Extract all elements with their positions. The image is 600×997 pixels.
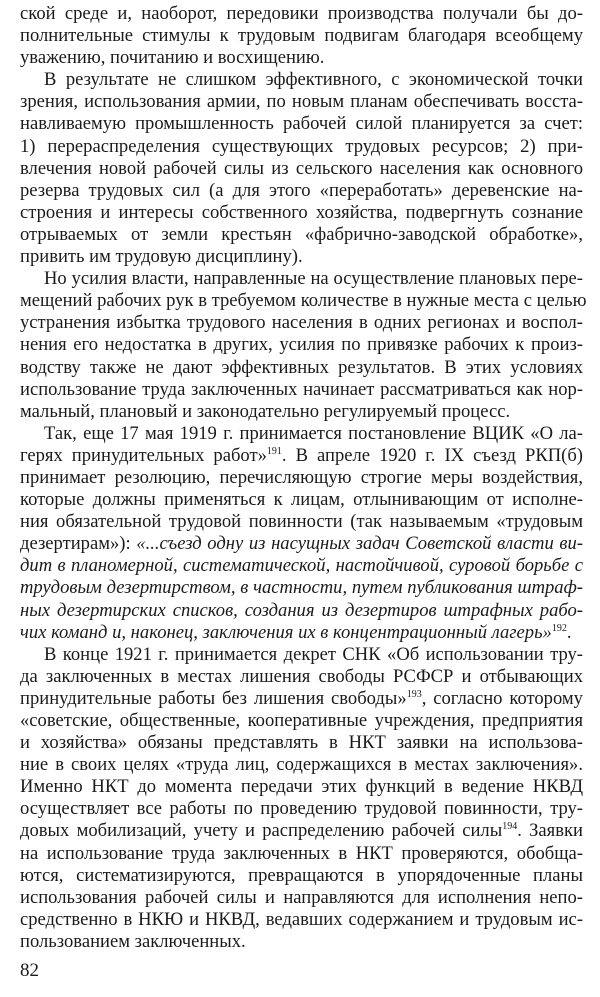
text-segment: . bbox=[566, 621, 572, 643]
quote-italic: трудовым дезертирством, в частности, путем публикования штраф- bbox=[20, 577, 583, 599]
footnote-ref-192[interactable]: 192 bbox=[551, 622, 567, 634]
text-line: В конце 1921 г. принимается декрет СНК «Об использовании тру- bbox=[44, 643, 583, 665]
text-line: ния обязательной трудовой повинности (так называемым «трудовым bbox=[20, 511, 583, 533]
paragraph-4 bbox=[20, 423, 583, 644]
text-line: строения и интересы собственного хозяйства, подвергнуть сознание bbox=[20, 201, 583, 223]
text-line: уважению, почитанию и восхищению. bbox=[20, 47, 325, 69]
text-line: В результате не слишком эффективного, с экономической точки bbox=[44, 69, 583, 91]
text-line: на использование труда заключенных в НКТ проверяются, обобща- bbox=[20, 842, 583, 864]
text-line: зрения, использования армии, по новым планам обеспечивать восста- bbox=[20, 91, 583, 113]
text-line bbox=[20, 622, 583, 644]
text-line: осуществляет все работы по проведению трудовой повинности, тру- bbox=[20, 798, 583, 820]
text-line: привить им трудовую дисциплину). bbox=[20, 246, 303, 268]
text-line: влечения новой рабочей силы из сельского населения как основного bbox=[20, 157, 583, 179]
text-line: и хозяйства» обязаны представлять в НКТ заявки на использова- bbox=[20, 732, 583, 754]
text-segment: принудительные работы без лишения свободы» bbox=[20, 687, 407, 709]
text-line: Но усилия власти, направленные на осуществление плановых пере- bbox=[44, 268, 583, 290]
footnote-ref-194[interactable]: 194 bbox=[502, 821, 518, 833]
text-line bbox=[20, 533, 583, 555]
paragraph-3 bbox=[20, 268, 587, 423]
text-line: да заключенных в местах лишения свободы РСФСР и отбывающих bbox=[20, 665, 583, 687]
text-line: навливаемую промышленность рабочей силой планируется за счет: bbox=[20, 113, 583, 135]
text-line: Так, еще 17 мая 1919 г. принимается постановление ВЦИК «О ла- bbox=[44, 422, 583, 444]
quote-italic: ных дезертирских списков, создания из дезертиров штрафных рабо- bbox=[20, 599, 583, 621]
text-segment: . В апреле 1920 г. IX съезд РКП(б) bbox=[281, 444, 583, 466]
text-line: пользованием заключенных. bbox=[20, 930, 246, 952]
text-line bbox=[20, 555, 583, 577]
text-line bbox=[20, 600, 583, 622]
text-line: устранения избытка трудового населения в одних регионах и воспол- bbox=[20, 312, 583, 334]
text-line bbox=[20, 445, 583, 467]
text-line: полнительные стимулы к трудовым подвигам благодаря всеобщему bbox=[20, 25, 583, 47]
text-line: мальный, плановый и законодательно регулируемый процесс. bbox=[20, 400, 511, 422]
paragraph-2 bbox=[20, 69, 583, 268]
quote-italic: чих команд и, наконец, заключения их в концентрационный лагерь» bbox=[20, 621, 552, 643]
footnote-ref-193[interactable]: 193 bbox=[406, 688, 422, 700]
text-line bbox=[20, 577, 583, 599]
text-line: ской среде и, наоборот, передовики производства получали бы до- bbox=[20, 3, 583, 24]
text-segment: герях принудительных работ» bbox=[20, 444, 267, 466]
footnote-ref-191[interactable]: 191 bbox=[266, 445, 282, 457]
text-line: мещений рабочих рук в требуемом количестве в нужные места с целью bbox=[20, 290, 587, 312]
text-line: использования рабочей силы и направляются для исполнения непо- bbox=[20, 886, 583, 908]
quote-italic: «...съезд одну из насущных задач Советской власти ви- bbox=[136, 533, 583, 555]
text-line: которые должны применяться к лицам, отлынивающим от исполне- bbox=[20, 489, 583, 511]
text-line: резерва трудовых сил (а для этого «переработать» деревенские на- bbox=[20, 179, 583, 201]
document-page bbox=[20, 3, 587, 953]
text-segment: , согласно которому bbox=[421, 687, 583, 709]
text-segment: довых мобилизаций, учету и распределению рабочей силы bbox=[20, 820, 503, 842]
paragraph-1 bbox=[20, 3, 583, 69]
text-line: водству также не дают эффективных результатов. В этих условиях bbox=[20, 356, 583, 378]
text-line: Именно НКТ до момента передачи этих функций в ведение НКВД bbox=[20, 776, 583, 798]
text-line: ние в своих целях «труда лиц, содержащихся в местах заключения». bbox=[20, 754, 583, 776]
text-line: принимает резолюцию, перечисляющую строгие меры воздействия, bbox=[20, 466, 583, 488]
text-line: использование труда заключенных начинает рассматриваться как нор- bbox=[20, 378, 583, 400]
quote-italic: дит в планомерной, систематической, настойчивой, суровой борьбе с bbox=[20, 555, 583, 577]
text-line: нения его недостатка в других, усилия по привязке рабочих к произ- bbox=[20, 334, 583, 356]
text-line: 1) перераспределения существующих трудовых ресурсов; 2) при- bbox=[20, 135, 583, 157]
text-line bbox=[20, 820, 583, 842]
page-number: 82 bbox=[20, 960, 39, 981]
text-line: ются, систематизируются, превращаются в упорядоченные планы bbox=[20, 864, 583, 886]
text-line bbox=[20, 688, 583, 710]
paragraph-5 bbox=[20, 644, 583, 953]
text-segment: дезертирам»): bbox=[20, 533, 137, 555]
text-line: средственно в НКЮ и НКВД, ведавших содержанием и трудовым ис- bbox=[20, 908, 583, 930]
text-segment: . Заявки bbox=[517, 820, 583, 842]
text-line: «советские, общественные, кооперативные учреждения, предприятия bbox=[20, 710, 583, 731]
text-line: отрываемых от земли крестьян «фабрично-заводской обработке», bbox=[20, 223, 583, 245]
